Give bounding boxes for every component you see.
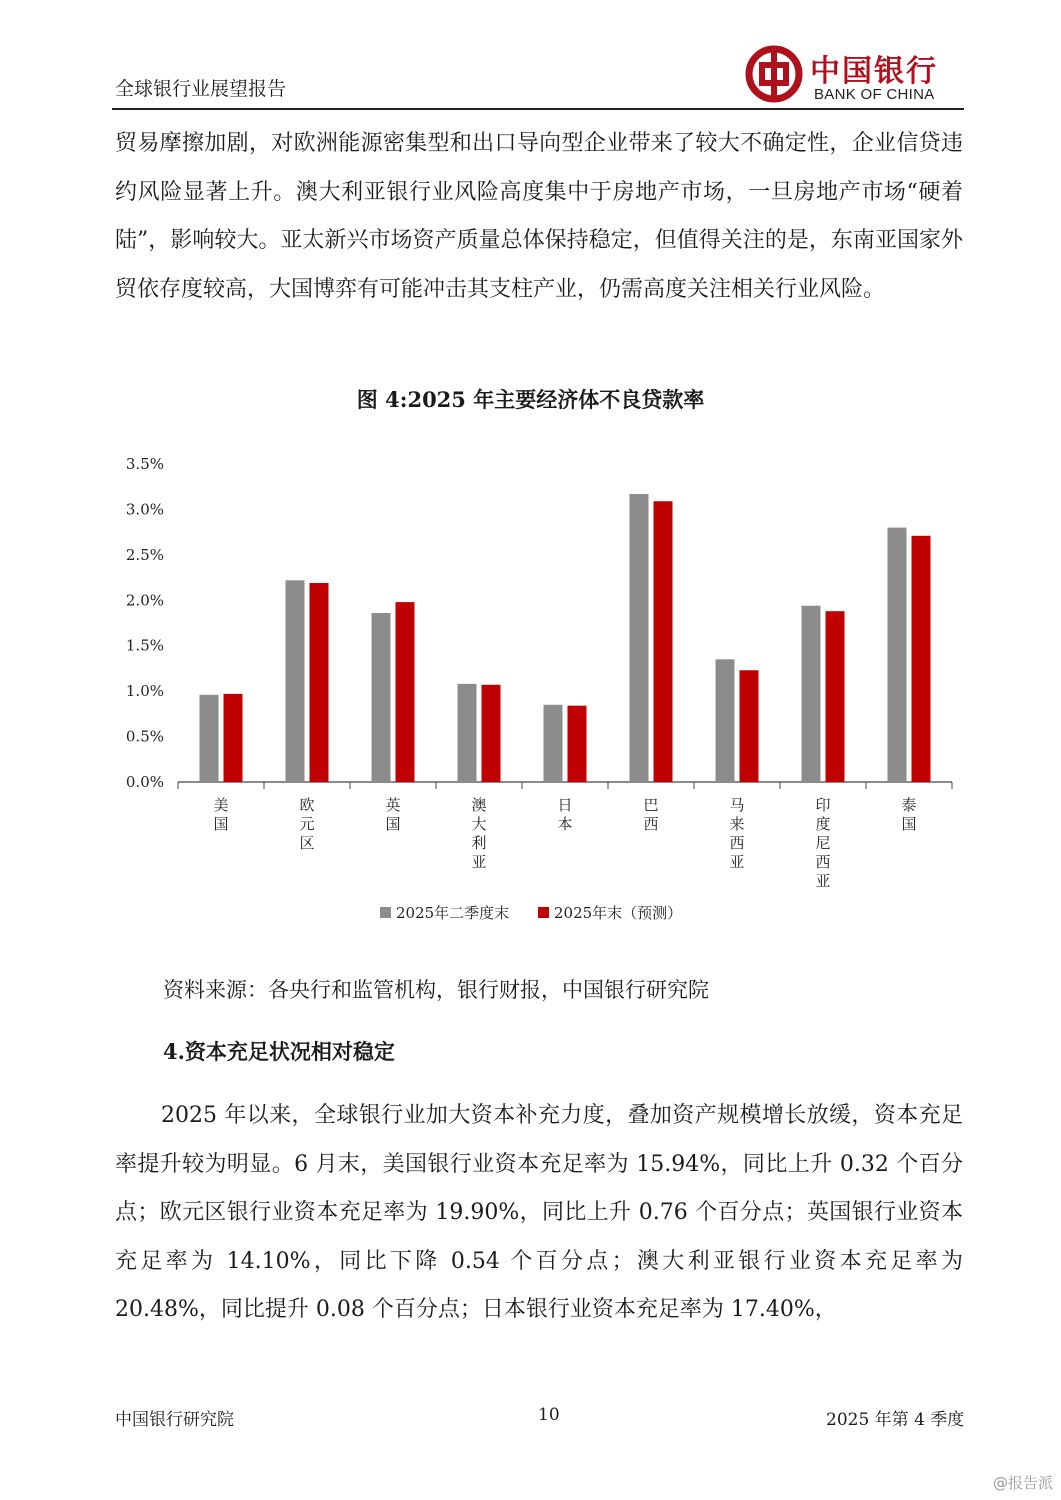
- bar-q2: [802, 606, 821, 782]
- x-category-label: 亚: [729, 853, 745, 871]
- x-category-label: 西: [815, 853, 831, 871]
- x-category-label: 亚: [815, 872, 831, 890]
- bar-q2: [716, 659, 735, 782]
- y-tick-label: 1.5%: [125, 636, 164, 655]
- source-note: 资料来源：各央行和监管机构，银行财报，中国银行研究院: [163, 978, 709, 1002]
- x-category-label: 亚: [471, 853, 487, 871]
- legend-swatch: [380, 907, 391, 918]
- bar-forecast: [654, 501, 673, 782]
- bar-forecast: [568, 706, 587, 782]
- x-category-label: 巴: [643, 796, 659, 814]
- x-category-label: 本: [557, 815, 573, 833]
- x-category-label: 西: [729, 834, 745, 852]
- legend-swatch: [538, 907, 549, 918]
- bar-forecast: [826, 611, 845, 782]
- legend-label: 2025年末（预测）: [554, 904, 683, 922]
- bar-forecast: [224, 694, 243, 782]
- bar-forecast: [482, 685, 501, 782]
- x-category-label: 美: [213, 796, 229, 814]
- watermark: @报告派: [992, 1474, 1053, 1492]
- x-category-label: 度: [815, 815, 831, 833]
- x-category-label: 泰: [901, 796, 917, 814]
- legend-label: 2025年二季度末: [396, 904, 510, 922]
- report-title: 全球银行业展望报告: [115, 78, 287, 100]
- x-category-label: 印: [815, 796, 831, 814]
- x-category-label: 元: [299, 815, 315, 833]
- x-category-label: 国: [213, 815, 229, 833]
- logo-chinese-text: 中国银行: [810, 54, 938, 89]
- x-category-label: 西: [643, 815, 659, 833]
- header-divider: [112, 108, 964, 110]
- bar-q2: [888, 528, 907, 782]
- bar-q2: [544, 705, 563, 782]
- bank-logo: [744, 44, 964, 106]
- bar-q2: [372, 613, 391, 782]
- bank-of-china-emblem-icon: [744, 44, 804, 104]
- footer-organization: 中国银行研究院: [115, 1410, 234, 1430]
- bar-forecast: [740, 670, 759, 782]
- bar-q2: [458, 684, 477, 782]
- bar-q2: [286, 580, 305, 782]
- bar-forecast: [912, 536, 931, 782]
- y-tick-label: 1.0%: [125, 682, 164, 701]
- x-category-label: 马: [729, 796, 745, 814]
- x-category-label: 英: [385, 796, 401, 814]
- footer-period: 2025 年第 4 季度: [826, 1410, 965, 1430]
- y-tick-label: 0.0%: [125, 773, 164, 791]
- x-category-label: 欧: [299, 796, 315, 814]
- x-category-label: 大: [471, 815, 487, 833]
- y-tick-label: 0.5%: [125, 727, 164, 746]
- body-paragraph-1: 贸易摩擦加剧，对欧洲能源密集型和出口导向型企业带来了较大不确定性，企业信贷违约风险显著上升。澳大利亚银行业风险高度集中于房地产市场，一旦房地产市场“硬着陆”，影响较大。亚太新兴市场资产质量总体保持稳定，但值得关注的是，东南亚国家外贸依存度较高，大国博弈有可能冲击其支柱产业，仍需高度关注相关行业风险。: [115, 131, 963, 302]
- x-category-label: 尼: [815, 834, 831, 852]
- footer-page-number: 10: [538, 1405, 560, 1425]
- x-category-label: 日: [557, 796, 573, 814]
- bar-forecast: [396, 602, 415, 782]
- bar-q2: [200, 695, 219, 782]
- x-category-label: 国: [901, 815, 917, 833]
- y-tick-label: 2.0%: [125, 591, 164, 610]
- npl-bar-chart: [110, 448, 970, 938]
- y-tick-label: 3.0%: [125, 500, 164, 519]
- x-category-label: 区: [299, 834, 315, 852]
- x-category-label: 利: [471, 834, 487, 852]
- figure-title: 图 4:2025 年主要经济体不良贷款率: [356, 387, 705, 412]
- x-category-label: 来: [729, 815, 745, 833]
- logo-english-text: BANK OF CHINA: [814, 86, 935, 103]
- x-category-label: 国: [385, 815, 401, 833]
- section-heading: 4.资本充足状况相对稳定: [163, 1039, 395, 1064]
- body-paragraph-2: 2025 年以来，全球银行业加大资本补充力度，叠加资产规模增长放缓，资本充足率提升较为明显。6 月末，美国银行业资本充足率为 15.94%，同比上升 0.32 个百分点；欧元区银行业资本充足率为 19.90%，同比上升 0.76 个百分点；英国银行业资本充足率为 14.10%，同比下降 0.54 个百分点；澳大利亚银行业资本充足率为 20.48%，同比提升 0.08 个百分点；日本银行业资本充足率为 17.40%，: [115, 1103, 963, 1322]
- bar-forecast: [310, 583, 329, 782]
- x-category-label: 澳: [471, 796, 487, 814]
- bar-q2: [630, 494, 649, 782]
- y-tick-label: 2.5%: [125, 545, 164, 564]
- y-tick-label: 3.5%: [125, 455, 164, 473]
